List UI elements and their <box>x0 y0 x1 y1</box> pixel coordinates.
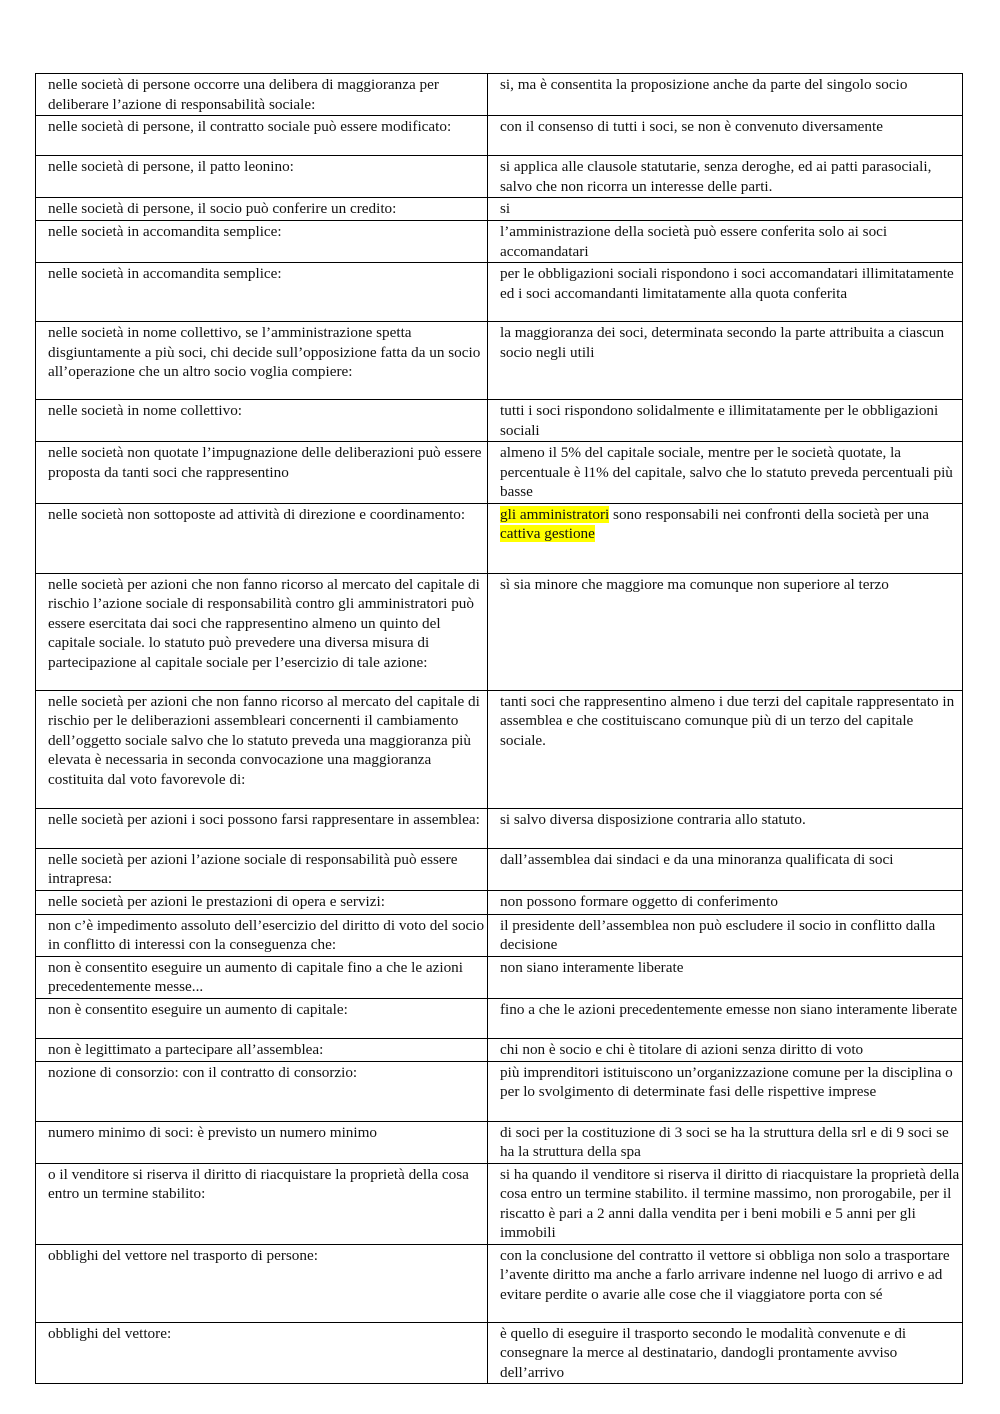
table-row <box>36 322 963 400</box>
table-row <box>36 1121 963 1163</box>
answer-cell: tanti soci che rappresentino almeno i due terzi del capitale rappresentato in assemblea e che costituiscano comunque più di un terzo del capitale sociale. <box>488 690 963 808</box>
answer-cell: si ha quando il venditore si riserva il diritto di riacquistare la proprietà della cosa entro un termine stabilito. il termine massimo, non prorogabile, per il riscatto è pari a 2 anni dalla vendita per i beni mobili e 5 anni per gli immobili <box>488 1163 963 1244</box>
answer-cell: tutti i soci rispondono solidalmente e illimitatamente per le obbligazioni sociali <box>488 400 963 442</box>
answer-cell: sì sia minore che maggiore ma comunque non superiore al terzo <box>488 573 963 690</box>
table-row <box>36 808 963 848</box>
answer-cell: chi non è socio e chi è titolare di azioni senza diritto di voto <box>488 1038 963 1061</box>
question-cell: non c’è impedimento assoluto dell’esercizio del diritto di voto del socio in conflitto di interessi con la conseguenza che: <box>36 914 488 956</box>
question-cell: non è consentito eseguire un aumento di capitale: <box>36 998 488 1038</box>
answer-cell: più imprenditori istituiscono un’organizzazione comune per la disciplina o per lo svolgimento di determinate fasi delle rispettive imprese <box>488 1061 963 1121</box>
table-row <box>36 573 963 690</box>
question-cell: nozione di consorzio: con il contratto di consorzio: <box>36 1061 488 1121</box>
question-cell: nelle società di persone, il socio può conferire un credito: <box>36 198 488 221</box>
answer-cell: fino a che le azioni precedentemente emesse non siano interamente liberate <box>488 998 963 1038</box>
question-cell: nelle società non quotate l’impugnazione delle deliberazioni può essere proposta da tanti soci che rappresentino <box>36 442 488 504</box>
answer-text: sono responsabili nei confronti della società per una <box>609 505 929 523</box>
highlighted-text: gli amministratori <box>500 505 610 523</box>
table-row <box>36 221 963 263</box>
answer-cell: per le obbligazioni sociali rispondono i soci accomandatari illimitatamente ed i soci accomandanti limitatamente alla quota conferita <box>488 263 963 322</box>
answer-cell: non siano interamente liberate <box>488 956 963 998</box>
table-row <box>36 998 963 1038</box>
question-cell: nelle società per azioni i soci possono farsi rappresentare in assemblea: <box>36 808 488 848</box>
question-cell: nelle società in nome collettivo, se l’amministrazione spetta disgiuntamente a più soci, chi decide sull’opposizione fatta da un socio all’operazione che un altro socio voglia compiere: <box>36 322 488 400</box>
question-cell: numero minimo di soci: è previsto un numero minimo <box>36 1121 488 1163</box>
answer-cell: l’amministrazione della società può essere conferita solo ai soci accomandatari <box>488 221 963 263</box>
highlighted-text: cattiva gestione <box>500 525 595 542</box>
table-row <box>36 198 963 221</box>
question-cell: obblighi del vettore nel trasporto di persone: <box>36 1244 488 1322</box>
table-row <box>36 848 963 890</box>
question-cell: non è legittimato a partecipare all’assemblea: <box>36 1038 488 1061</box>
table-row <box>36 156 963 198</box>
table-row <box>36 74 963 116</box>
answer-cell: si applica alle clausole statutarie, senza deroghe, ed ai patti parasociali, salvo che non ricorra un interesse delle parti. <box>488 156 963 198</box>
question-cell: nelle società per azioni che non fanno ricorso al mercato del capitale di rischio l’azione sociale di responsabilità contro gli amministratori può essere esercitata dai soci che rappresentino almeno un quinto del capitale sociale. lo statuto può prevedere una diversa misura di partecipazione al capitale sociale per l’esercizio di tale azione: <box>36 573 488 690</box>
question-cell: nelle società di persone, il patto leonino: <box>36 156 488 198</box>
table-row <box>36 690 963 808</box>
answer-cell: si, ma è consentita la proposizione anche da parte del singolo socio <box>488 74 963 116</box>
table-row <box>36 956 963 998</box>
question-cell: nelle società in accomandita semplice: <box>36 263 488 322</box>
question-cell: non è consentito eseguire un aumento di capitale fino a che le azioni precedentemente messe... <box>36 956 488 998</box>
table-row <box>36 442 963 504</box>
answer-cell: il presidente dell’assemblea non può escludere il socio in conflitto dalla decisione <box>488 914 963 956</box>
question-cell: nelle società per azioni che non fanno ricorso al mercato del capitale di rischio per le deliberazioni assembleari concernenti il cambiamento dell’oggetto sociale salvo che lo statuto preveda una maggioranza più elevata è necessaria in seconda convocazione una maggioranza costituita dal voto favorevole di: <box>36 690 488 808</box>
answer-cell: con il consenso di tutti i soci, se non è convenuto diversamente <box>488 116 963 156</box>
answer-cell: la maggioranza dei soci, determinata secondo la parte attribuita a ciascun socio negli utili <box>488 322 963 400</box>
table-row <box>36 116 963 156</box>
table-row <box>36 1322 963 1384</box>
question-cell: nelle società per azioni le prestazioni di opera e servizi: <box>36 890 488 914</box>
qa-table <box>35 73 963 1384</box>
table-row <box>36 1244 963 1322</box>
answer-cell: è quello di eseguire il trasporto secondo le modalità convenute e di consegnare la merce al destinatario, dandogli prontamente avviso dell’arrivo <box>488 1322 963 1384</box>
table-row <box>36 890 963 914</box>
question-cell: nelle società in nome collettivo: <box>36 400 488 442</box>
question-cell: nelle società non sottoposte ad attività di direzione e coordinamento: <box>36 503 488 573</box>
table-row <box>36 1038 963 1061</box>
question-cell: obblighi del vettore: <box>36 1322 488 1384</box>
table-row <box>36 1163 963 1244</box>
table-row <box>36 503 963 573</box>
question-cell: nelle società di persone, il contratto sociale può essere modificato: <box>36 116 488 156</box>
table-row <box>36 400 963 442</box>
question-cell: nelle società per azioni l’azione sociale di responsabilità può essere intrapresa: <box>36 848 488 890</box>
answer-cell: con la conclusione del contratto il vettore si obbliga non solo a trasportare l’avente diritto ma anche a farlo arrivare indenne nel luogo di arrivo e ad evitare perdite o avarie alle cose che il viaggiatore porta con sé <box>488 1244 963 1322</box>
document-page <box>35 73 962 1384</box>
answer-cell: non possono formare oggetto di conferimento <box>488 890 963 914</box>
question-cell: nelle società di persone occorre una delibera di maggioranza per deliberare l’azione di responsabilità sociale: <box>36 74 488 116</box>
answer-cell: almeno il 5% del capitale sociale, mentre per le società quotate, la percentuale è l1% del capitale, salvo che lo statuto preveda percentuali più basse <box>488 442 963 504</box>
answer-cell: si salvo diversa disposizione contraria allo statuto. <box>488 808 963 848</box>
question-cell: nelle società in accomandita semplice: <box>36 221 488 263</box>
answer-cell: dall’assemblea dai sindaci e da una minoranza qualificata di soci <box>488 848 963 890</box>
table-row <box>36 1061 963 1121</box>
answer-cell <box>488 503 963 573</box>
table-row <box>36 263 963 322</box>
answer-cell: si <box>488 198 963 221</box>
question-cell: o il venditore si riserva il diritto di riacquistare la proprietà della cosa entro un termine stabilito: <box>36 1163 488 1244</box>
table-row <box>36 914 963 956</box>
answer-cell: di soci per la costituzione di 3 soci se ha la struttura della srl e di 9 soci se ha la struttura della spa <box>488 1121 963 1163</box>
